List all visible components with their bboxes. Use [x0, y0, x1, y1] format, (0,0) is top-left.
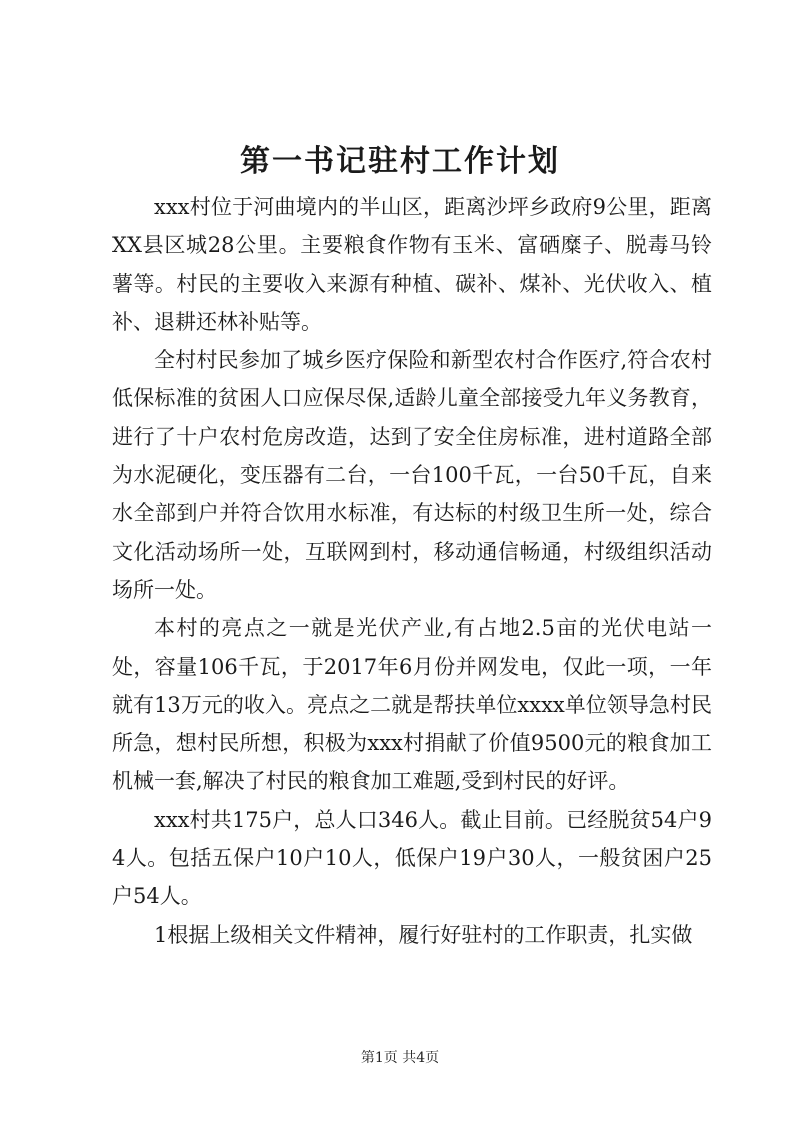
paragraph-infrastructure: 全村村民参加了城乡医疗保险和新型农村合作医疗,符合农村低保标准的贫困人口应保尽保,适龄儿童全部接受九年义务教育，进行了十户农村危房改造，达到了安全住房标准，进村道路全部为水泥硬化，变压器有二台，一台100千瓦，一台50千瓦，自来水全部到户并符合饮用水标准，有达标的村级卫生所一处，综合文化活动场所一处，互联网到村，移动通信畅通，村级组织活动场所一处。: [112, 348, 712, 602]
paragraph-village-overview: xxx村位于河曲境内的半山区，距离沙坪乡政府9公里，距离XX县区城28公里。主要粮食作物有玉米、富硒糜子、脱毒马铃薯等。村民的主要收入来源有种植、碳补、煤补、光伏收入、植补、退耕还林补贴等。: [112, 195, 712, 334]
paragraph-highlights: 本村的亮点之一就是光伏产业,有占地2.5亩的光伏电站一处，容量106千瓦，于2017年6月份并网发电，仅此一项，一年就有13万元的收入。亮点之二就是帮扶单位xxxx单位领导急村民所急，想村民所想，积极为xxx村捐献了价值9500元的粮食加工机械一套,解决了村民的粮食加工难题,受到村民的好评。: [112, 616, 712, 794]
document-body: [112, 188, 712, 954]
page-footer: 第1页 共4页: [360, 1050, 440, 1066]
document-title: 第一书记驻村工作计划: [240, 144, 560, 179]
paragraph-population: xxx村共175户，总人口346人。截止目前。已经脱贫54户94人。包括五保户10户10人，低保户19户30人，一般贫困户25户54人。: [112, 807, 712, 909]
paragraph-work-plan-item-1: 1根据上级相关文件精神，履行好驻村的工作职责，扎实做: [154, 922, 693, 947]
